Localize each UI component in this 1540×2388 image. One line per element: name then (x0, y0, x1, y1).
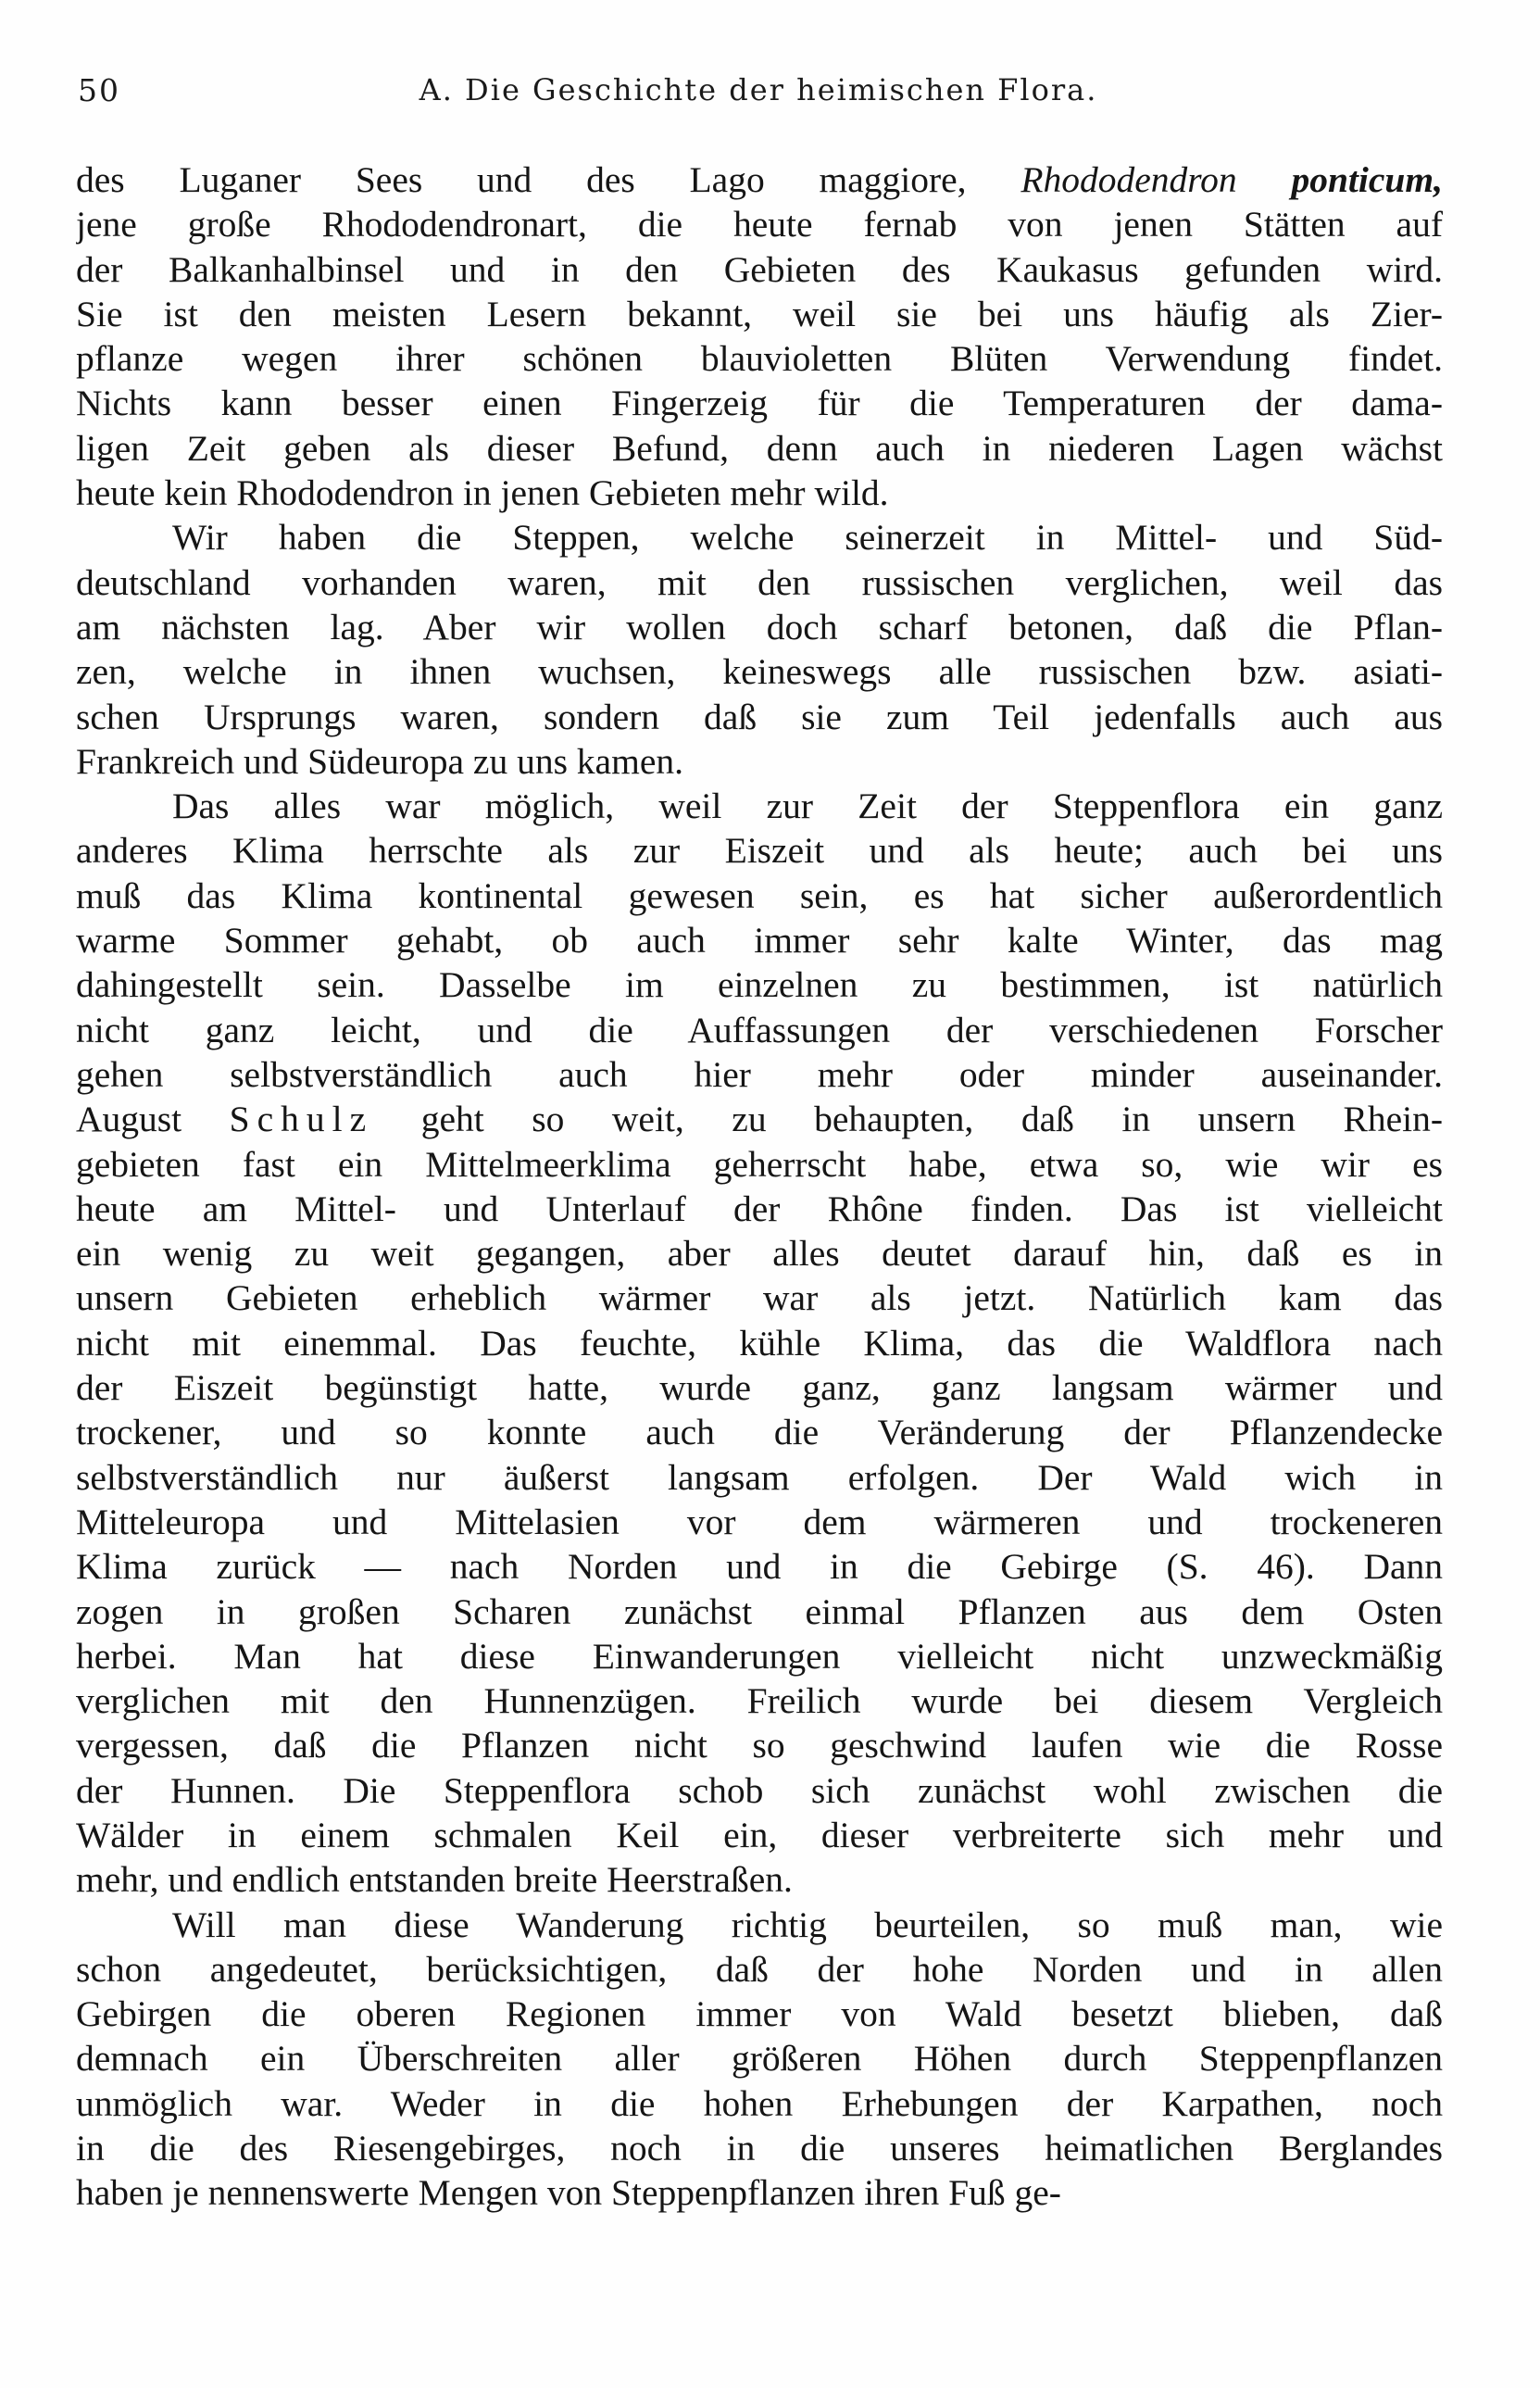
text-line: Wir haben die Steppen, welche seinerzeit in Mittel- und Süd- (172, 517, 1443, 559)
body-text (76, 157, 1443, 2216)
text-line: am nächsten lag. Aber wir wollen doch scharf betonen, daß die Pflan- (76, 606, 1443, 647)
page-header (78, 72, 1439, 128)
text-line: gehen selbstverständlich auch hier mehr oder minder auseinander. (76, 1053, 1443, 1095)
paragraph (76, 157, 1443, 515)
text-line: ligen Zeit geben als dieser Befund, denn auch in niederen Lagen wächst (76, 427, 1443, 469)
text-line: Klima zurück — nach Norden und in die Gebirge (S. 46). Dann (76, 1546, 1443, 1588)
text-line: demnach ein Überschreiten aller größeren Höhen durch Steppenpflanzen (76, 2038, 1443, 2080)
paragraph (76, 784, 1443, 1902)
text-line: der Eiszeit begünstigt hatte, wurde ganz, ganz langsam wärmer und (76, 1367, 1443, 1409)
text-line (76, 157, 1443, 202)
text-line (76, 1097, 1443, 1141)
text-line: Gebirgen die oberen Regionen immer von Wald besetzt blieben, daß (76, 1993, 1443, 2035)
text-line: schon angedeutet, berücksichtigen, daß der hohe Norden und in allen (76, 1948, 1443, 1990)
text-line: zen, welche in ihnen wuchsen, keineswegs alle russischen bzw. asiati- (76, 651, 1443, 693)
text-line: Das alles war möglich, weil zur Zeit der Steppenflora ein ganz (172, 786, 1443, 827)
text-line: nicht mit einemmal. Das feuchte, kühle Klima, das die Waldflora nach (76, 1322, 1443, 1364)
text-line: Nichts kann besser einen Fingerzeig für die Temperaturen der dama- (76, 383, 1443, 424)
text-line: gebieten fast ein Mittelmeerklima geherrscht habe, etwa so, wie wir es (76, 1143, 1443, 1185)
text-run: geht so weit, zu behaupten, daß in unsern Rhein- (373, 1099, 1443, 1140)
page-number: 50 (78, 72, 120, 108)
text-line: haben je nennenswerte Mengen von Steppenpflanzen ihren Fuß ge- (76, 2172, 1061, 2214)
species-epithet: ponticum, (1291, 159, 1443, 200)
text-line: selbstverständlich nur äußerst langsam erfolgen. Der Wald wich in (76, 1456, 1443, 1498)
text-line: anderes Klima herrschte als zur Eiszeit und als heute; auch bei uns (76, 830, 1443, 872)
text-line: in die des Riesengebirges, noch in die unseres heimatlichen Berglandes (76, 2128, 1443, 2169)
text-line: Wälder in einem schmalen Keil ein, dieser verbreiterte sich mehr und (76, 1814, 1443, 1855)
text-line: unsern Gebieten erheblich wärmer war als jetzt. Natürlich kam das (76, 1277, 1443, 1319)
text-line: heute kein Rhododendron in jenen Gebieten mehr wild. (76, 472, 889, 514)
paragraph (76, 1903, 1443, 2216)
text-line: vergessen, daß die Pflanzen nicht so geschwind laufen wie die Rosse (76, 1725, 1443, 1766)
text-line: Will man diese Wanderung richtig beurteilen, so muß man, wie (172, 1904, 1443, 1945)
text-line: heute am Mittel- und Unterlauf der Rhône finden. Das ist vielleicht (76, 1188, 1443, 1229)
text-line: pflanze wegen ihrer schönen blauvioletten Blüten Verwendung findet. (76, 338, 1443, 380)
text-line: zogen in großen Scharen zunächst einmal Pflanzen aus dem Osten (76, 1590, 1443, 1632)
text-line: unmöglich war. Weder in die hohen Erhebungen der Karpathen, noch (76, 2082, 1443, 2124)
text-line: Sie ist den meisten Lesern bekannt, weil sie bei uns häufig als Zier- (76, 293, 1443, 334)
text-line: herbei. Man hat diese Einwanderungen vielleicht nicht unzweckmäßig (76, 1635, 1443, 1677)
text-line: ein wenig zu weit gegangen, aber alles deutet darauf hin, daß es in (76, 1233, 1443, 1275)
text-line: deutschland vorhanden waren, mit den russischen verglichen, weil das (76, 561, 1443, 603)
text-line: der Balkanhalbinsel und in den Gebieten des Kaukasus gefunden wird. (76, 248, 1443, 290)
author-name-spaced: Schulz (229, 1099, 374, 1140)
text-line: muß das Klima kontinental gewesen sein, es hat sicher außerordentlich (76, 874, 1443, 916)
text-line: warme Sommer gehabt, ob auch immer sehr kalte Winter, das mag (76, 920, 1443, 961)
text-line: schen Ursprungs waren, sondern daß sie zum Teil jedenfalls auch aus (76, 696, 1443, 737)
text-line: Mitteleuropa und Mittelasien vor dem wärmeren und trockeneren (76, 1501, 1443, 1542)
species-genus: Rhododendron (1020, 159, 1237, 200)
text-line: Frankreich und Südeuropa zu uns kamen. (76, 740, 683, 782)
text-line: verglichen mit den Hunnenzügen. Freilich wurde bei diesem Vergleich (76, 1680, 1443, 1722)
text-run: August (76, 1099, 230, 1140)
paragraph (76, 515, 1443, 784)
running-head: A. Die Geschichte der heimischen Flora. (419, 72, 1098, 107)
text-line: der Hunnen. Die Steppenflora schob sich zunächst wohl zwischen die (76, 1769, 1443, 1811)
text-run: des Luganer Sees und des Lago maggiore, (76, 159, 1021, 200)
text-line: dahingestellt sein. Dasselbe im einzelnen zu bestimmen, ist natürlich (76, 964, 1443, 1006)
text-line: jene große Rhododendronart, die heute fernab von jenen Stätten auf (76, 204, 1443, 245)
text-line: mehr, und endlich entstanden breite Heerstraßen. (76, 1859, 793, 1901)
text-line: trockener, und so konnte auch die Veränderung der Pflanzendecke (76, 1412, 1443, 1453)
text-line: nicht ganz leicht, und die Auffassungen der verschiedenen Forscher (76, 1009, 1443, 1050)
